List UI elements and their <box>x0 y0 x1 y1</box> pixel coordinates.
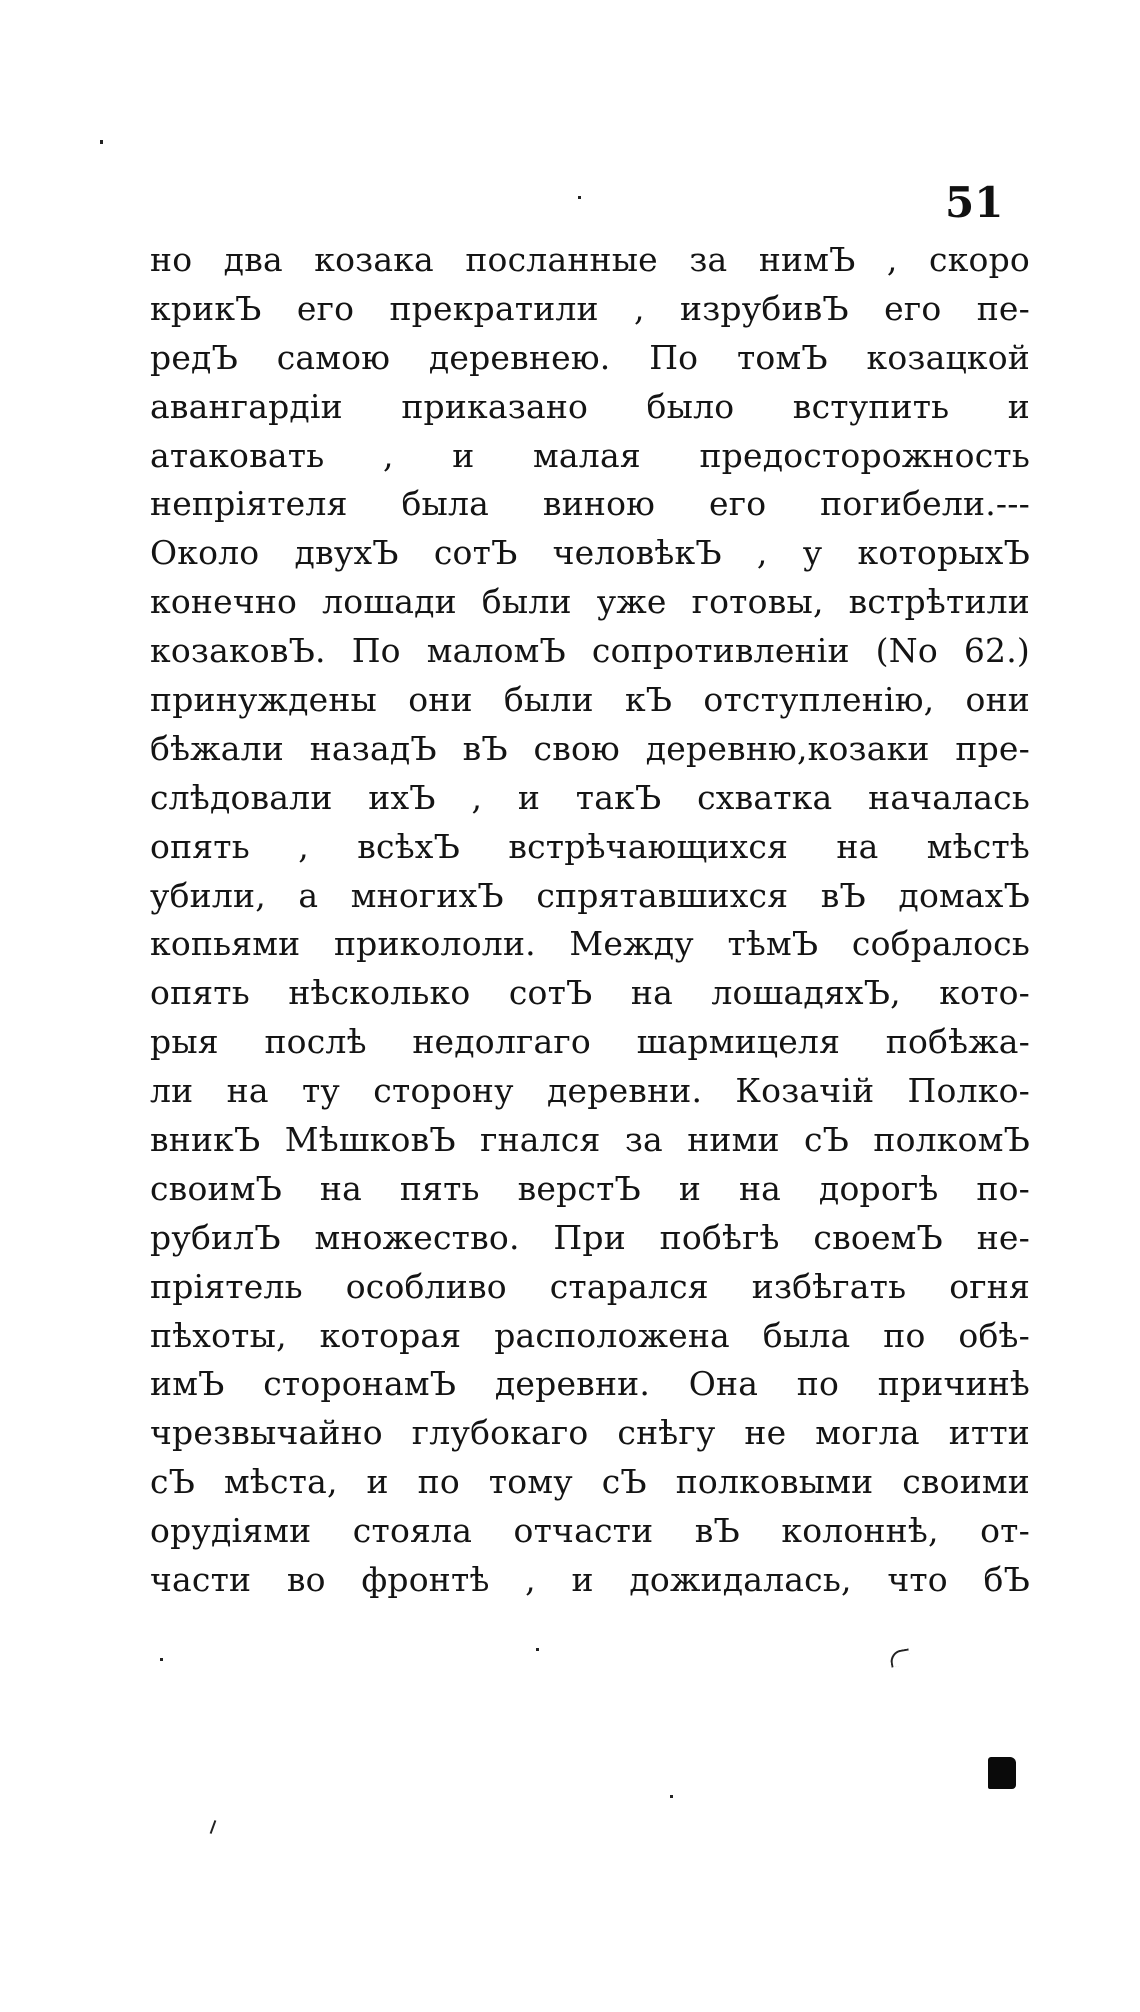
scan-speck <box>100 140 103 144</box>
scan-stroke <box>210 1820 217 1834</box>
text-line: непріятеля была виною его погибели.--- <box>150 484 1030 524</box>
text-line: ли на ту сторону деревни. Козачій Полко- <box>150 1071 1030 1111</box>
text-line: вникЪ МѣшковЪ гнался за ними сЪ полкомЪ <box>150 1120 1030 1160</box>
text-line: убили, а многихЪ спрятавшихся вЪ домахЪ <box>150 875 1030 915</box>
text-line: рубилЪ множество. При побѣгѣ своемЪ не- <box>150 1217 1030 1257</box>
text-line: пѣхоты, которая расположена была по обѣ- <box>150 1315 1030 1355</box>
page-number: 51 <box>945 178 1004 227</box>
text-line: слѣдовали ихЪ , и такЪ схватка началась <box>150 777 1030 817</box>
text-line: рыя послѣ недолгаго шармицеля побѣжа- <box>150 1022 1030 1062</box>
text-line: копьями прикололи. Между тѣмЪ собралось <box>150 924 1030 964</box>
text-line: атаковать , и малая предосторожность <box>150 435 1030 475</box>
text-line: крикЪ его прекратили , изрубивЪ его пе- <box>150 288 1030 328</box>
text-line: принуждены они были кЪ отступленію, они <box>150 680 1030 720</box>
text-line: своимЪ на пять верстЪ и на дорогѣ по- <box>150 1168 1030 1208</box>
text-line: конечно лошади были уже готовы, встрѣтили <box>150 582 1030 622</box>
text-line: чрезвычайно глубокаго снѣгу не могла итти <box>150 1413 1030 1453</box>
ink-blot <box>988 1757 1016 1789</box>
scan-speck <box>536 1648 539 1651</box>
scan-speck <box>670 1795 673 1798</box>
text-line: редЪ самою деревнею. По томЪ козацкой <box>150 337 1030 377</box>
text-line: опять , всѣхЪ встрѣчающихся на мѣстѣ <box>150 826 1030 866</box>
text-line: орудіями стояла отчасти вЪ колоннѣ, от- <box>150 1511 1030 1551</box>
text-line: опять нѣсколько сотЪ на лошадяхЪ, кото- <box>150 973 1030 1013</box>
scan-curl-mark <box>889 1648 911 1667</box>
text-line: бѣжали назадЪ вЪ свою деревню,козаки пре- <box>150 728 1030 768</box>
text-line: части во фронтѣ , и дожидалась, что бЪ <box>150 1560 1030 1600</box>
text-line: пріятель особливо старался избѣгать огня <box>150 1266 1030 1306</box>
text-line: козаковЪ. По маломЪ сопротивленіи (No 62.) <box>150 631 1030 671</box>
text-line: но два козака посланные за нимЪ , скоро <box>150 240 1030 279</box>
text-line: Около двухЪ сотЪ человѣкЪ , у которыхЪ <box>150 533 1030 573</box>
scan-speck <box>160 1658 163 1661</box>
text-line: имЪ сторонамЪ деревни. Она по причинѣ <box>150 1364 1030 1404</box>
text-line: сЪ мѣста, и по тому сЪ полковыми своими <box>150 1462 1030 1502</box>
scan-speck <box>578 196 581 199</box>
text-line: авангардіи приказано было вступить и <box>150 386 1030 426</box>
body-text <box>150 236 1030 1605</box>
